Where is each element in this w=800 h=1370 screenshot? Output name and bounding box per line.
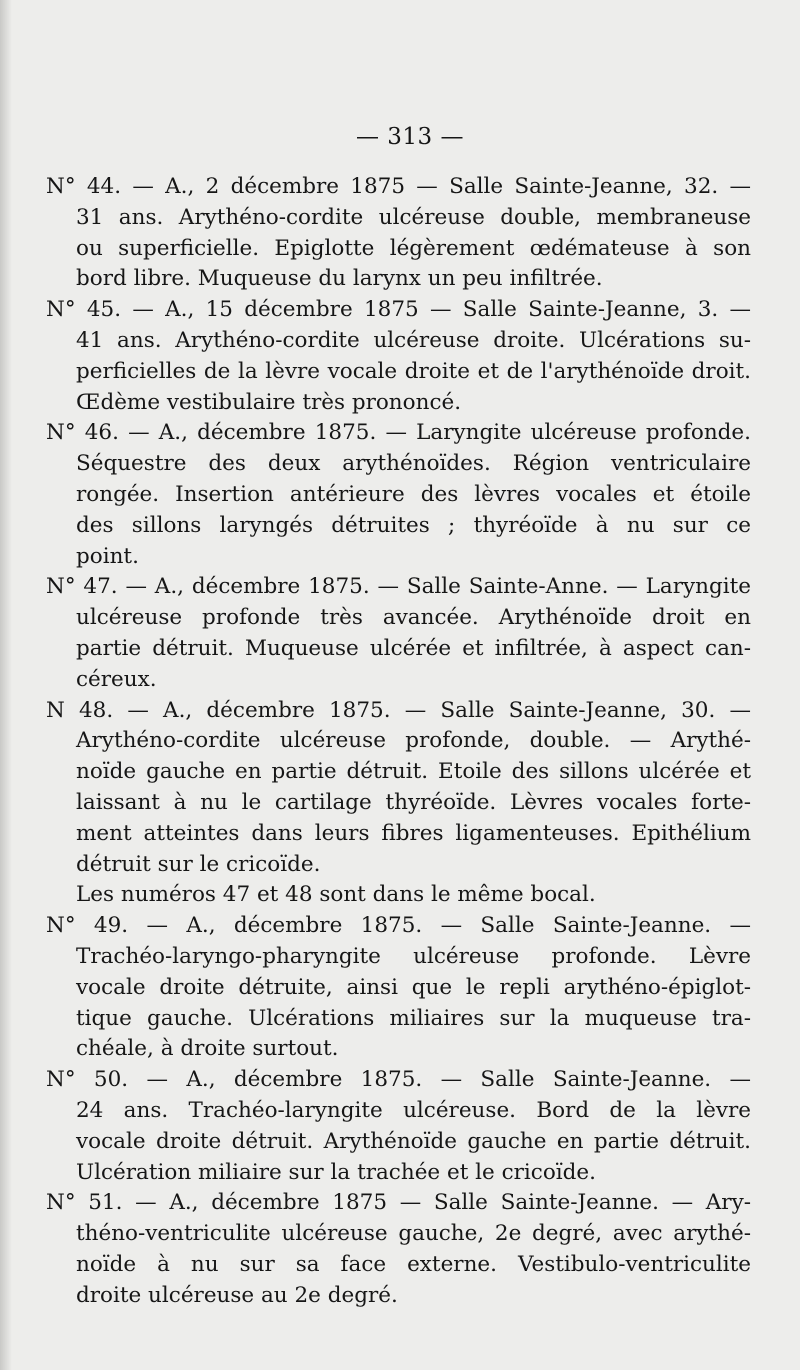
entry-heading-line: N 48. — A., décembre 1875. — Salle Sainte-Jeanne, 30. — [46,697,751,723]
entry-49 [46,911,751,1065]
entry-text-line: chéale, à droite surtout. [76,1036,339,1062]
page-number: — 313 — [355,124,465,150]
entry-50 [46,1065,751,1188]
entry-heading-line: N° 49. — A., décembre 1875. — Salle Sainte-Jeanne. — [46,913,751,939]
entry-text-line: noïde gauche en partie détruit. Etoile des sillons ulcérée et [76,759,751,785]
entry-text-line: tique gauche. Ulcérations miliaires sur la muqueuse tra- [76,1005,751,1031]
entry-text-line: ou superficielle. Epiglotte légèrement œdémateuse à son [76,235,751,261]
page-edge-shadow [0,0,12,1370]
entry-text-line: droite ulcéreuse au 2e degré. [76,1282,398,1308]
entry-heading-line: N° 45. — A., 15 décembre 1875 — Salle Sainte-Jeanne, 3. — [46,297,751,323]
entry-51 [46,1188,751,1311]
entry-text-line: Ulcération miliaire sur la trachée et le cricoïde. [76,1159,596,1185]
entry-46 [46,418,751,572]
entry-heading-line: N° 51. — A., décembre 1875 — Salle Sainte-Jeanne. — Ary- [46,1190,751,1216]
entry-text-line: Œdème vestibulaire très prononcé. [76,389,462,415]
entry-note-line: Les numéros 47 et 48 sont dans le même bocal. [76,882,596,908]
entry-text-line: 24 ans. Trachéo-laryngite ulcéreuse. Bord de la lèvre [76,1097,751,1123]
entry-text-line: théno-ventriculite ulcéreuse gauche, 2e degré, avec arythé- [76,1221,751,1247]
entry-text-line: vocale droite détruite, ainsi que le repli arythéno-épiglot- [76,974,751,1000]
entry-text-line: 31 ans. Arythéno-cordite ulcéreuse double, membraneuse [76,204,751,230]
entry-text-line: rongée. Insertion antérieure des lèvres vocales et étoile [76,481,751,507]
entry-text-line: des sillons laryngés détruites ; thyréoïde à nu sur ce [76,512,751,538]
entry-text-line: Trachéo-laryngo-pharyngite ulcéreuse profonde. Lèvre [76,943,751,969]
entry-45 [46,295,751,418]
entry-text-line: partie détruit. Muqueuse ulcérée et infiltrée, à aspect can- [76,635,751,661]
entry-text-line: ulcéreuse profonde très avancée. Arythénoïde droit en [76,605,751,631]
entry-text-line: laissant à nu le cartilage thyréoïde. Lèvres vocales forte- [76,789,751,815]
entry-text-line: noïde à nu sur sa face externe. Vestibulo-ventriculite [76,1251,751,1277]
entry-text-line: perficielles de la lèvre vocale droite et de l'arythénoïde droit. [76,358,751,384]
entry-text-line: Arythéno-cordite ulcéreuse profonde, double. — Arythé- [76,728,751,754]
entry-text-line: point. [76,543,139,569]
entry-text-line: céreux. [76,666,157,692]
entry-text-line: ment atteintes dans leurs fibres ligamenteuses. Epithélium [76,820,751,846]
entry-text-line: détruit sur le cricoïde. [76,851,321,877]
entry-heading-line: N° 46. — A., décembre 1875. — Laryngite ulcéreuse profonde. [46,420,751,446]
page-body [46,172,751,1311]
entry-heading-line: N° 47. — A., décembre 1875. — Salle Sainte-Anne. — Laryngite [46,574,751,600]
entry-text-line: vocale droite détruit. Arythénoïde gauche en partie détruit. [76,1128,751,1154]
entry-47 [46,572,751,695]
entry-48 [46,696,751,912]
entry-heading-line: N° 44. — A., 2 décembre 1875 — Salle Sainte-Jeanne, 32. — [46,174,751,199]
entry-heading-line: N° 50. — A., décembre 1875. — Salle Sainte-Jeanne. — [46,1067,751,1093]
entry-text-line: Séquestre des deux arythénoïdes. Région ventriculaire [76,451,751,477]
entry-text-line: bord libre. Muqueuse du larynx un peu infiltrée. [76,266,603,292]
entry-text-line: 41 ans. Arythéno-cordite ulcéreuse droite. Ulcérations su- [76,327,751,353]
entry-44 [46,172,751,295]
